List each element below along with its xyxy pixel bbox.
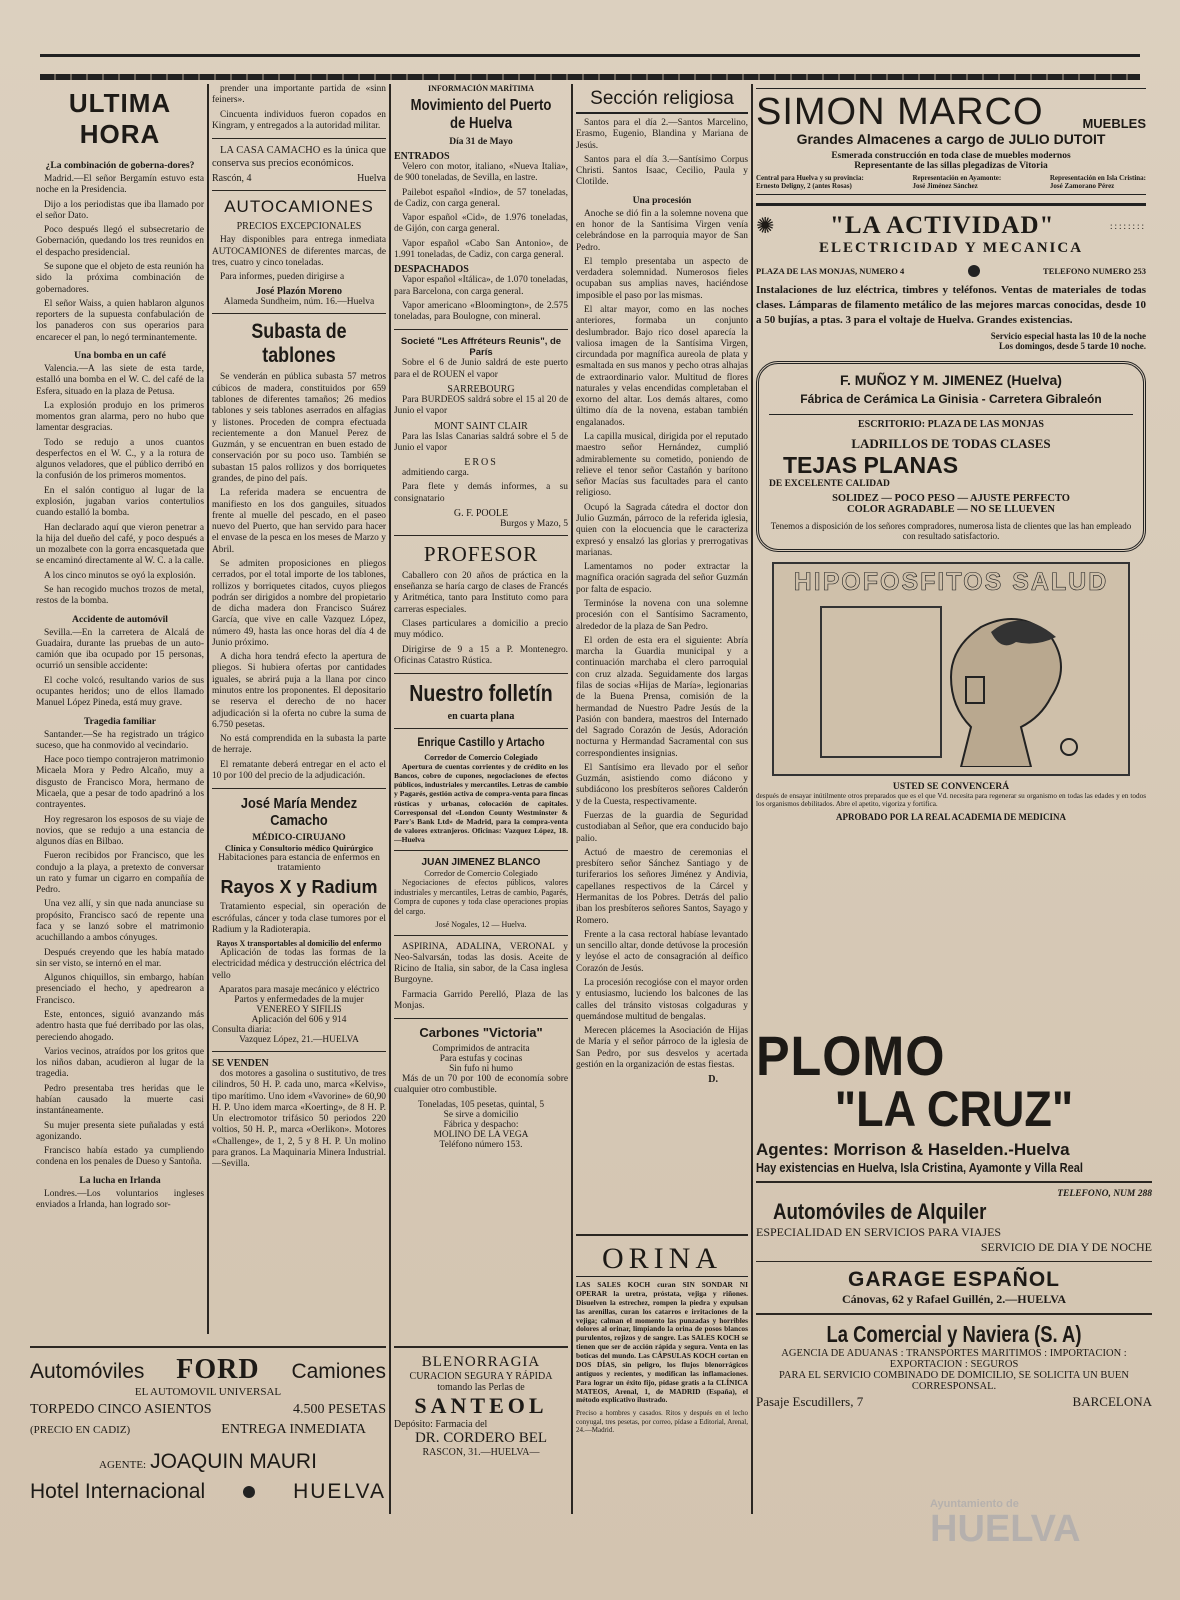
column-ultima-hora: ULTIMA HORA ¿La combinación de goberna-dores? Madrid.—El señor Bergamín estuvo esta noche en la Presidencia. Dijo a los periodistas que iba llamado por el señor Dato. Poco después llegó el subsecretario de Gobernación, quedando los tres reunidos en el despacho presidencial. Se supone que el objeto de esta reunión ha sido la próxima combinación de gobernadores. El señor Waiss, a quien hablaron algunos reporters de la supuesta confabulación de los panaderos con sus operarios para encarecer el pan, lo negó terminantemente. Una bomba en un café Valencia.—A las siete de esta tarde, estalló una bomba en el W. C. del café de la Esfera, situado en la plaza de Petusa. La explosión produjo en los primeros momentos gran alarma, pero no hubo que lamentar desgracias. Todo se redujo a unos cuantos desperfectos en el W. C., y a la rotura de algunos veladores, que el público derribó en la confusión de los primeros momentos. En el salón contiguo al lugar de la explosión, jugaban varios contertulios cuando estalló la bomba. Han declarado aquí que vieron penetrar a la hija del dueño del café, y poco después a un mozalbete con la gorra encasquetada que se encaminó directamente al W. C. a la calle. A los cinco minutos se oyó la explosión. Se han recogido muchos trozos de metal, restos de la bomba. Accidente de automóvil Sevilla.—En la carretera de Alcalá de Guadaira, durante las pruebas de un auto-camión que iba ocupado por 15 personas, ocurrió un sensible accidente: El coche volcó, resultando varios de sus ocupantes heridos; uno de ellos llamado Manuel López Pineda, está muy grave. Tragedia familiar Santander.—Se ha registrado un trágico suceso, que ha conmovido al vecindario. Hace poco tiempo contrajeron matrimonio Micaela Mora y Pedro Alcaño, muy a disgusto de Francisco Mora, hermano de Micaela, que a pesar de todo apadrinó a los contrayentes. Hoy regresaron los esposos de su viaje de novios, que se redujo a una estancia de algunos días en Bilbao. Fueron recibidos por Francisco, que les condujo a la playa, a pretexto de conversar un rato y fumar un cigarro en compañía de Pedro. Una vez allí, y sin que nada anunciase su propósito, Francisco sacó de repente una faca y se lanzó sobre el matrimonio acuchillando a ambos cónyuges. Después creyendo que les había matado sin ser visto, se internó en el mar. Algunos chiquillos, sin embargo, habían presenciado el hecho, y apedrearon a Francisco. Este, entonces, siguió avanzando más adentro hasta que fué derribado por las olas, pereciendo ahogado. Varios vecinos, atraídos por los gritos que los niños daban, acudieron al lugar de la tragedia. Pedro presentaba tres heridas que le habían causado la muerte casi instantáneamente. Su mujer presenta siete puñaladas y está agonizando. Francisco había estado ya cumpliendo condena en los penales de Dueso y Santoña. La lucha en Irlanda Londres.—Los voluntarios ingleses enviados a Irlanda, han logrado sor- <box>36 88 204 1210</box>
ad-hipofosfitos <box>756 562 1146 776</box>
gear-icon: ✺ <box>756 213 775 238</box>
auction-title: Subasta de tablones <box>251 320 347 368</box>
headline: Tragedia familiar <box>83 715 157 727</box>
ad-orina: ORINA LAS SALES KOCH curan SIN SONDAR NI OPERAR la uretra, próstata, vejiga y riñones. Disuelven la estrechez, rompen la piedra y expulsan las arenillas, curan los catarros e irritaciones de la vejiga; calman el momento las punzadas y horribles dolores al orinar, limpiando la orina de posos blancos purulentos, rojizos y de sangre. Las SALES KOCH se tienen que ser de acción rápida y segura. Venta en las boticas del mundo. Las CÁPSULAS KOCH cortan en DOS DÍAS, sin peligro, los flujos blenorrágicos antiguos y recientes, y modifican las inflamaciones. Para lograr un éxito fijo, pídase gratis a la CLÍNICA MATEOS, Arenal, 1, de MADRID (España), el método explicativo ilustrado. Preciso a hombres y casados. Ritos y después en el lecho conyugal, tres pesetas, por correo, pídase a Editorial, Arenal, 24.—Madrid. <box>576 1228 748 1518</box>
doctor-name: José María Mendez Camacho <box>240 795 358 830</box>
column-rule <box>571 84 573 1514</box>
ad-blenorragia: BLENORRAGIA CURACION SEGURA Y RÁPIDA tomando las Perlas de SANTEOL Depósito: Farmacia del DR. CORDERO BEL RASCON, 31.—HUELVA— <box>394 1340 568 1520</box>
column-rule <box>207 84 209 1334</box>
ad-la-actividad: ✺ "LA ACTIVIDAD" :::::::: ELECTRICIDAD Y MECANICA PLAZA DE LAS MONJAS, NUMERO 4 TELEFONO NUMERO 253 Instalaciones de luz eléctrica, timbres y teléfonos. Ventas de materiales de todas clases. Lámparas de filamento metálico de las mejores marcas conocidas, desde 10 a 50 bujías, a ptas. 3 para el voltaje de Huelva. Grandes existencias. Servicio especial hasta las 10 de la noche Los domingos, desde 5 tarde 10 noche. <box>756 203 1146 351</box>
headline: La lucha en Irlanda <box>79 1174 161 1186</box>
archive-watermark: Ayuntamiento de HUELVA <box>930 1498 1081 1550</box>
ad-casa-camacho: LA CASA CAMACHO es la única que conserva sus precios económicos. <box>212 145 386 169</box>
ad-title: AUTOCAMIONES <box>224 197 374 217</box>
headline: Una bomba en un café <box>74 349 166 361</box>
column-seccion-religiosa: Sección religiosa Santos para el día 2.—Santos Marcelino, Erasmo, Eugenio, Blandina y Mariana de Jesús. Santos para el día 3.—Santísimo Corpus Christi. Santos Isaac, Cecilio, Paula y Clotilde. Una procesión Anoche se dió fin a la solemne novena que en honor de la Santísima Virgen venía celebrándose en la parroquia mayor de San Pedro. El templo presentaba un aspecto de verdadera solemnidad. Numerosos fieles ocupaban sus amplias naves, haciéndose imposible el paso por las mismas. El altar mayor, como en las noches anteriores, formaba un conjunto deslumbrador. Bajo rico dosel aparecía la valiosa imagen de la Santísima Virgen, circundada por magnífica aureola de plata y esmaltada en sus manos y pecho otras alhajas de extraordinario valor. Multitud de flores naturales y velas encendidas completaban el exorno del altar. Los demás altares, como último día de la novena, estaban también engalanados. La capilla musical, dirigida por el reputado maestro señor Hernández, cumplió admirablemente su cometido, poniendo de relieve el tenor señor Castañón y barítono señor Macías sus facultades para el canto religioso. Ocupó la Sagrada cátedra el doctor don Julio Guzmán, párroco de la referida iglesia, quien con la elocuencia que le caracteriza expresó y ensalzó las glorias y prerrogativas marianas. Lamentamos no poder extractar la magnífica oración sagrada del señor Guzmán por falta de espacio. Terminóse la novena con una solemne procesión con el Santísimo Sacramento, alrededor de la plaza de San Pedro. El orden de esta era el siguiente: Abría marcha la Guardia municipal y a continuación marchaba el clero parroquial con cruz alzada. Seguidamente dos largas filas de socias «Hijas de María», legionarias de la Buena Prensa, comisión de la hermandad de Nuestro Padre Jesús de la Pasión con bandera, maestros del Internado del Sagrado Corazón de Jesús, Adoración nocturna y Hermandad Sacramental con sus correspondientes insignias. El Santísimo era llevado por el señor Guzmán, asistiendo como diácono y subdiácono los presbíteros señores Calderón y de la Cuesta, respectivamente. Fuerzas de la guardia de Seguridad custodiaban al Señor, que era conducido bajo palio. Actuó de maestro de ceremonias el presbítero señor Sánchez Santiago y de turiferarios los señores Jiménez y Andivia, capellanes respectivos de la Cárcel y Hermanitas de los Pobres. Detrás del palio iban los presbíteros señores Santos, Sayago y Romero. Frente a la casa rectoral habíase levantado un sencillo altar, donde detúvose la procesión y leyóse el acto de consagración al deífico Corazón de Jesús. La procesión recogióse con el mayor orden y entusiasmo, luciendo los balcones de las calles del tránsito vistosas colgaduras y quemándose multitud de bengalas. Merecen plácemes la Asociación de Hijas de María y el señor párroco de la iglesia de San Pedro, por sus desvelos y acertada gestión en la organización de estas fiestas. D. <box>576 88 748 1086</box>
top-rule <box>40 54 1140 57</box>
dot-icon <box>243 1486 255 1498</box>
column-rule <box>389 84 391 1514</box>
headline: ¿La combinación de goberna-dores? <box>45 160 195 171</box>
dot-icon <box>968 265 980 277</box>
ad-ford: Automóviles FORD Camiones EL AUTOMOVIL UNIVERSAL TORPEDO CINCO ASIENTOS 4.500 PESETAS (PRECIO EN CADIZ) ENTREGA INMEDIATA AGENTE: JOAQUIN MAURI Hotel Internacional HUELVA <box>30 1340 386 1520</box>
column-rule <box>751 84 753 1514</box>
column-three: INFORMACIÓN MARÍTIMA Movimiento del Puerto de Huelva Día 31 de Mayo ENTRADOS Velero con motor, italiano, «Nueva Italia», de 900 toneladas, de Sevilla, en lastre. Pailebot español «Indio», de 57 toneladas, de Cadiz, con carga general. Vapor español «Cid», de 1.976 toneladas, de Gijón, con carga general. Vapor español «Cabo San Antonio», de 1.991 toneladas, de Cadiz, con carga general. DESPACHADOS Vapor español «Itálica», de 1.070 toneladas, para Barcelona, con carga general. Vapor americano «Bloomington», de 2.575 toneladas, para Boulogne, con mineral. Societé "Les Affréteurs Reunis", de París Sobre el 6 de Junio saldrá de este puerto para el de ROUEN el vapor SARREBOURG Para BURDEOS saldrá sobre el 15 al 20 de Junio el vapor MONT SAINT CLAIR Para las Islas Canarias saldrá sobre el 5 de Junio el vapor EROS admitiendo carga. Para flete y demás informes, a su consignatario G. F. POOLE Burgos y Mazo, 5 PROFESOR Caballero con 20 años de práctica en la enseñanza se haría cargo de clases de Francés y Aritmética, tanto para Instituto como para carreras especiales. Clases particulares a domicilio a precio muy módico. Dirigirse de 9 a 15 a P. Montenegro. Oficinas Catastro Rústica. Nuestro folletín en cuarta plana Enrique Castillo y Artacho Corredor de Comercio Colegiado Apertura de cuentas corrientes y de crédito en los Bancos, cobro de cupones, negociaciones de efectos públicos, industriales y mercantiles. Letras de cambio y Pagarés, gestión activa de compra-venta para fincas rústicas y urbanas, colocación de capitales. Corresponsal del «London County Westminster & Parr's Bank Ltd» de Madrid, para la compra-venta de valores extranjeros. Oficinas: Vazquez López, 18.—Huelva JUAN JIMENEZ BLANCO Corredor de Comercio Colegiado Negociaciones de efectos públicos, valores industriales y mercantiles, Letras de cambio, Pagarés, Compra de cupones y toda clase operaciones propias del cargo. José Nogales, 12 — Huelva. ASPIRINA, ADALINA, VERONAL y Neo-Salvarsán, todas las dosis. Aceite de Ricino de Italia, sin sabor, de la Casa inglesa Burgoyne. Farmacia Garrido Perelló, Plaza de las Monjas. Carbones "Victoria" Comprimidos de antracita Para estufas y cocinas Sin fufo ni humo Más de un 70 por 100 de economía sobre cualquier otro combustible. Toneladas, 105 pesetas, quintal, 5 Se sirve a domicilio Fábrica y despacho: MOLINO DE LA VEGA Teléfono número 153. <box>394 84 568 1150</box>
top-ornament-rule <box>40 74 1140 80</box>
ad-simon-marco: SIMON MARCO MUEBLES Grandes Almacenes a cargo de JULIO DUTOIT Esmerada construcción en toda clase de muebles modernos Representante de las sillas plegadizas de Vitoria Central para Huelva y su provincia: Ernesto Deligny, 2 (antes Rosas) Representación en Ayamonte: José Jiménez Sánchez Representación en Isla Cristina: José Zamorano Pérez <box>756 88 1146 195</box>
woman-drinking-illustration: HIPOFOSFITOS SALUD <box>772 562 1130 776</box>
ad-ceramica: F. MUÑOZ Y M. JIMENEZ (Huelva) Fábrica de Cerámica La Ginisia - Carretera Gibraleón ESCRITORIO: PLAZA DE LAS MONJAS LADRILLOS DE TODAS CLASES TEJAS PLANAS DE EXCELENTE CALIDAD SOLIDEZ — POCO PESO — AJUSTE PERFECTO COLOR AGRADABLE — NO SE LLUEVEN Tenemos a disposición de los señores compradores, numerosa lista de clientes que las han empleado con resultado satisfactorio. <box>756 361 1146 552</box>
section-title: ULTIMA HORA <box>68 88 172 149</box>
ad-plomo-la-cruz: PLOMO "LA CRUZ" Agentes: Morrison & Haselden.-Huelva Hay existencias en Huelva, Isla Cristina, Ayamonte y Villa Real TELEFONO, NUM 288 Automóviles de Alquiler ESPECIALIDAD EN SERVICIOS PARA VIAJES SERVICIO DE DIA Y DE NOCHE GARAGE ESPAÑOL Cánovas, 62 y Rafael Guillén, 2.—HUELVA La Comercial y Naviera (S. A) AGENCIA DE ADUANAS : TRANSPORTES MARITIMOS : IMPORTACION : EXPORTACION : SEGUROS PARA EL SERVICIO COMBINADO DE DOMICILIO, SE SOLICITA UN BUEN CORRESPONSAL. Pasaje Escudillers, 7 BARCELONA <box>756 1024 1152 1409</box>
folletin-title: Nuestro folletín <box>409 680 553 707</box>
port-title: Movimiento del Puerto de Huelva <box>410 97 552 132</box>
section-title: Sección religiosa <box>576 88 748 114</box>
headline: Accidente de automóvil <box>72 613 168 625</box>
column-two: prender una importante partida de «sinn feiners». Cincuenta individuos fueron copados en Kingram, y entregados a la autoridad militar. LA CASA CAMACHO es la única que conserva sus precios económicos. Rascón, 4 Huelva AUTOCAMIONES PRECIOS EXCEPCIONALES Hay disponibles para entrega inmediata AUTOCAMIONES de diferentes marcas, de tres, cuatro y cinco toneladas. Para informes, pueden dirigirse a José Plazón Moreno Alameda Sundheim, núm. 16.—Huelva Subasta de tablones Se venderán en pública subasta 57 metros cúbicos de madera, constituidos por 659 tablones de diferentes tamaños; 26 medios tablones y seis tablones aserrados en alfagias y listones. Proceden de compra efectuada recientemente a don Manuel Perez de Guzmán, y se encuentran en buen estado de conservación por su poco uso. También se subastan 15 palos rollizos y dos borriquetes grandes, de pino del país. La referida madera se encuentra de manifiesto en los dos ganguiles, situados frente al muelle del pescado, en el paseo nuevo del Puerto, que han servido para hacer el envase de la pesca en los meses de Marzo y Abril. Se admiten proposiciones en pliegos cerrados, por el total importe de los tablones, rollizos y borriquetes citados, cuyos pliegos podrán ser dirigidos a nombre del propietario de dicha madera don Francisco Suárez García, que vive en calle Vazquez López, número 49, hasta las once horas del día 4 de Junio próximo. A dicha hora tendrá efecto la apertura de pliegos. Si hubiera ofertas por cantidades iguales, se abrirá puja a la llana por cinco minutos entre los proponentes. El depositario se reserva el derecho de no hacer adjudicación si la oferta no cubre la suma de 6.750 pesetas. No está comprendida en la subasta la parte de herraje. El rematante deberá entregar en el acto el 10 por 100 del precio de la adjudicación. José María Mendez Camacho MÉDICO-CIRUJANO Clínica y Consultorio médico Quirúrgico Habitaciones para estancia de enfermos en tratamiento Rayos X y Radium Tratamiento especial, sin operación de escrófulas, cáncer y toda clase tumores por el Radium y la Radioterapia. Rayos X transportables al domicilio del enfermo Aplicación de todas las formas de la electricidad médica y destrucción eléctrica del vello Aparatos para masaje mecánico y eléctrico Partos y enfermedades de la mujer VENEREO Y SIFILIS Aplicación del 606 y 914 Consulta diaria: Vazquez López, 21.—HUELVA SE VENDEN dos motores a gasolina o sustitutivo, de tres cilindros, 50 H. P. cada uno, marca «Kelvis», tipo marítimo. Uno idem «Vavorine» de 60,90 H. P. Uno idem marca «Koerting», de 8 H. P. Un electromotor trifásico 50 periodos 220 voltios, 50 H. P., marca «Oerlikon». Motores «Challenge», de 1, 2, 5 y 8 H. P. Un molino para granos. La Maquinaria Minera Industrial.—Sevilla. <box>212 84 386 1170</box>
column-ads: SIMON MARCO MUEBLES Grandes Almacenes a cargo de JULIO DUTOIT Esmerada construcción en toda clase de muebles modernos Representante de las sillas plegadizas de Vitoria Central para Huelva y su provincia: Ernesto Deligny, 2 (antes Rosas) Representación en Ayamonte: José Jiménez Sánchez Representación en Isla Cristina: José Zamorano Pérez ✺ "LA ACTIVIDAD" :::::::: ELECTRICIDAD Y MECANICA PLAZA DE LAS MONJAS, NUMERO 4 TELEFONO NUMERO 253 Instalaciones de luz eléctrica, timbres y teléfonos. Ventas de materiales de todas clases. Lámparas de filamento metálico de las mejores marcas conocidas, desde 10 a 50 bujías, a ptas. 3 para el voltaje de Huelva. Grandes existencias. Servicio especial hasta las 10 de la noche Los domingos, desde 5 tarde 10 noche. F. MUÑOZ Y M. JIMENEZ (Huelva) Fábrica de Cerámica La Ginisia - Carretera Gibraleón ESCRITORIO: PLAZA DE LAS MONJAS LADRILLOS DE TODAS CLASES TEJAS PLANAS DE EXCELENTE CALIDAD SOLIDEZ — POCO PESO — AJUSTE PERFECTO COLOR AGRADABLE — NO SE LLUEVEN Tenemos a disposición de los señores compradores, numerosa lista de clientes que las han empleado con resultado satisfactorio. HIPOFOSFITOS SALUD USTED SE CONVENCERÁ después de ensayar inútilmente otros preparados que es el que Vd. necesita para regenerar su organismo en todas las edades y en todos los organismos debilitados. Abre el apetito, vigoriza y fortifica. APROBADO POR LA REAL ACADEMIA DE MEDICINA <box>756 84 1146 1224</box>
illustration-figure <box>774 597 1128 767</box>
